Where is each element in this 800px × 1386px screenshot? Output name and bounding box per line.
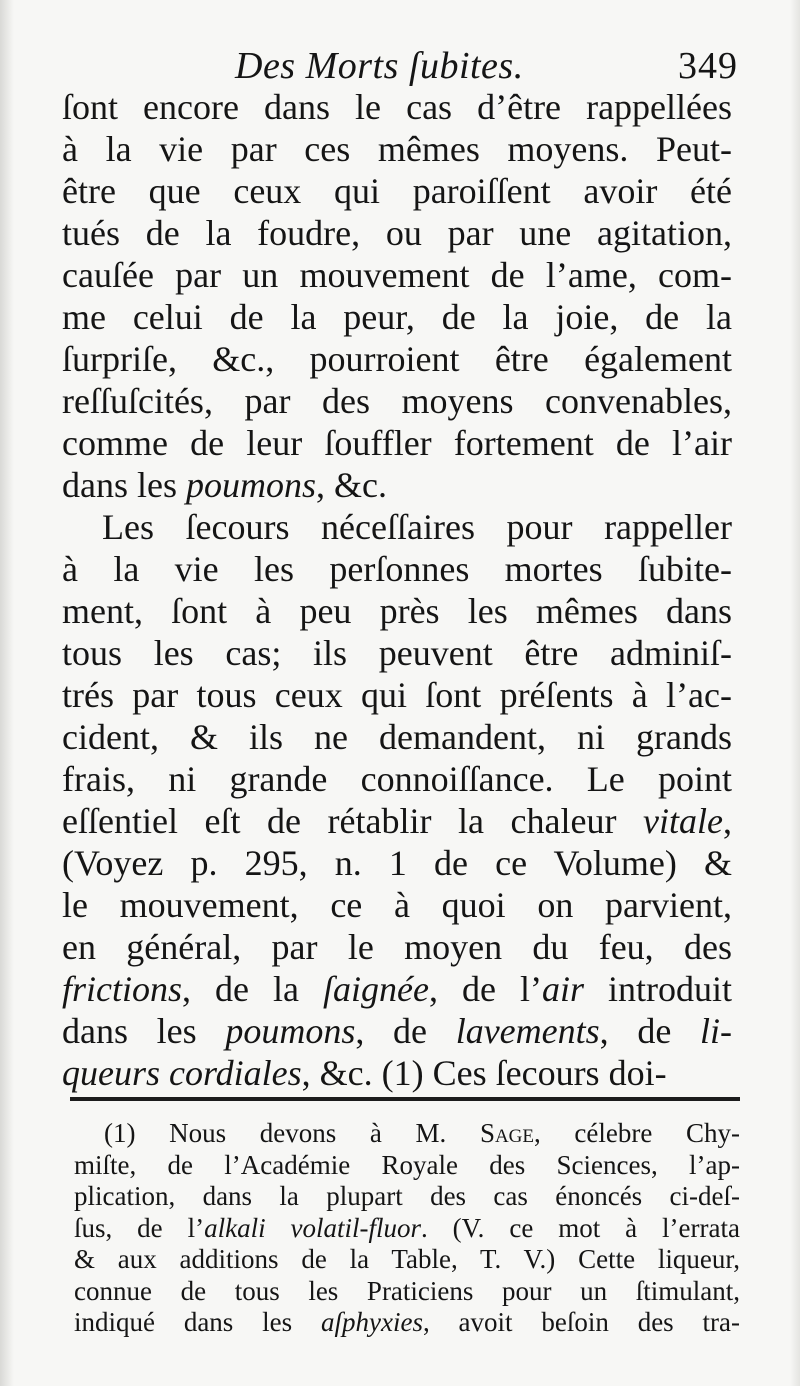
text-run: frais, ni grande connoiſſance. Le point [62,759,732,799]
text-run: le mouvement, ce à quoi on parvient, [62,885,732,925]
scan-edge-left [0,0,14,1386]
text-run: tués de la foudre, ou par une agitation, [62,213,732,253]
text-line [62,548,732,590]
text-line [62,1052,732,1094]
text-run: & aux additions de la Table, T. V.) Cette liqueur, [74,1244,740,1274]
text-run: à la vie par ces mêmes moyens. Peut- [62,129,732,169]
text-run: dans les [62,465,186,505]
text-run: connue de tous les Praticiens pour un ſtimulant, [74,1275,740,1306]
footnote-line [74,1244,740,1276]
italic-text: lavements [455,1011,600,1051]
footnote-line [74,1276,740,1308]
text-run: ment, ſont à peu près les mêmes dans [62,591,732,631]
footnote-line [74,1213,740,1245]
text-line [62,86,732,128]
text-run: , de la [182,969,324,1009]
text-run: , &c. [316,465,387,505]
text-line [62,128,732,170]
text-line [62,884,732,926]
footnote-line [74,1307,740,1339]
italic-text: li- [700,1011,732,1051]
text-line [62,1010,732,1052]
text-line [62,842,732,884]
main-text [62,86,732,1094]
text-run: ſus, de l’ [74,1212,205,1243]
text-run: cauſée par un mouvement de l’ame, com- [62,255,732,295]
text-line [62,338,732,380]
text-run: comme de leur ſouffler fortement de l’air [62,423,732,463]
text-run: , &c. (1) Ces ſecours doi- [301,1053,667,1093]
text-run: , de [355,1011,456,1051]
italic-text: frictions [62,969,183,1009]
text-run: (1) Nous devons à M. [104,1118,480,1148]
italic-text: aſphyxies [320,1307,423,1337]
text-run: Les ſecours néceſſaires pour rappeller [102,507,732,547]
running-title: Des Morts ſubites. [235,45,524,87]
text-run: , célebre Chy- [534,1118,740,1148]
footnote-line [74,1181,740,1213]
text-run: eſſentiel eſt de rétablir la chaleur [62,801,644,841]
text-line [62,800,732,842]
text-line [62,716,732,758]
text-run: reſſuſcités, par des moyens convenables, [62,381,732,421]
text-run: me celui de la peur, de la joie, de la [62,297,732,337]
text-line [62,380,732,422]
text-line [62,254,732,296]
text-line [62,926,732,968]
text-line [62,170,732,212]
text-line [62,758,732,800]
page-number: 349 [678,45,738,87]
text-run: tous les cas; ils peuvent être adminiſ- [62,633,732,673]
scan-edge-right [790,0,800,1386]
italic-text: ſaignée [323,969,429,1009]
text-run: indiqué dans les [74,1307,321,1337]
italic-text: air [541,969,584,1009]
text-run: plication, dans la plupart des cas énoncés ci-deſ- [74,1181,740,1211]
footnote-rule [70,1097,740,1101]
text-run: à la vie les perſonnes mortes ſubite- [62,549,732,589]
italic-text: queurs cordiales [62,1053,302,1093]
text-run: ſurpriſe, &c., pourroient être également [62,339,732,379]
footnote-line [74,1150,740,1182]
text-line [62,632,732,674]
text-run: miſte, de l’Académie Royale des Sciences, l’ap- [74,1149,740,1180]
text-line [62,590,732,632]
text-run: être que ceux qui paroiſſent avoir été [62,171,732,211]
text-run: , de l’ [428,969,542,1009]
italic-text: poumons [225,1011,356,1051]
text-line [62,422,732,464]
text-line [62,464,732,506]
italic-text: vitale [643,801,723,841]
footnote-line [74,1118,740,1150]
text-line [62,296,732,338]
text-run: , avoit beſoin des tra- [422,1307,740,1337]
text-run: dans les [62,1011,226,1051]
italic-text: poumons [185,465,316,505]
text-run: (Voyez p. 295, n. 1 de ce Volume) & [62,843,732,883]
text-run: , [723,801,732,841]
text-run: trés par tous ceux qui ſont préſents à l’ac- [62,675,732,715]
footnote [74,1118,740,1339]
text-line [62,212,732,254]
italic-text: alkali volatil-fluor [204,1212,421,1243]
text-run: en général, par le moyen du feu, des [62,927,732,967]
text-run: cident, & ils ne demandent, ni grands [62,717,732,757]
text-line [62,674,732,716]
text-run: . (V. ce mot à l’errata [420,1212,740,1243]
small-caps-text: Sage [479,1118,535,1148]
text-line [62,968,732,1010]
text-run: introduit [584,969,733,1009]
text-line [62,506,732,548]
text-run: , de [599,1011,700,1051]
text-run: ſont encore dans le cas d’être rappellées [62,87,732,127]
